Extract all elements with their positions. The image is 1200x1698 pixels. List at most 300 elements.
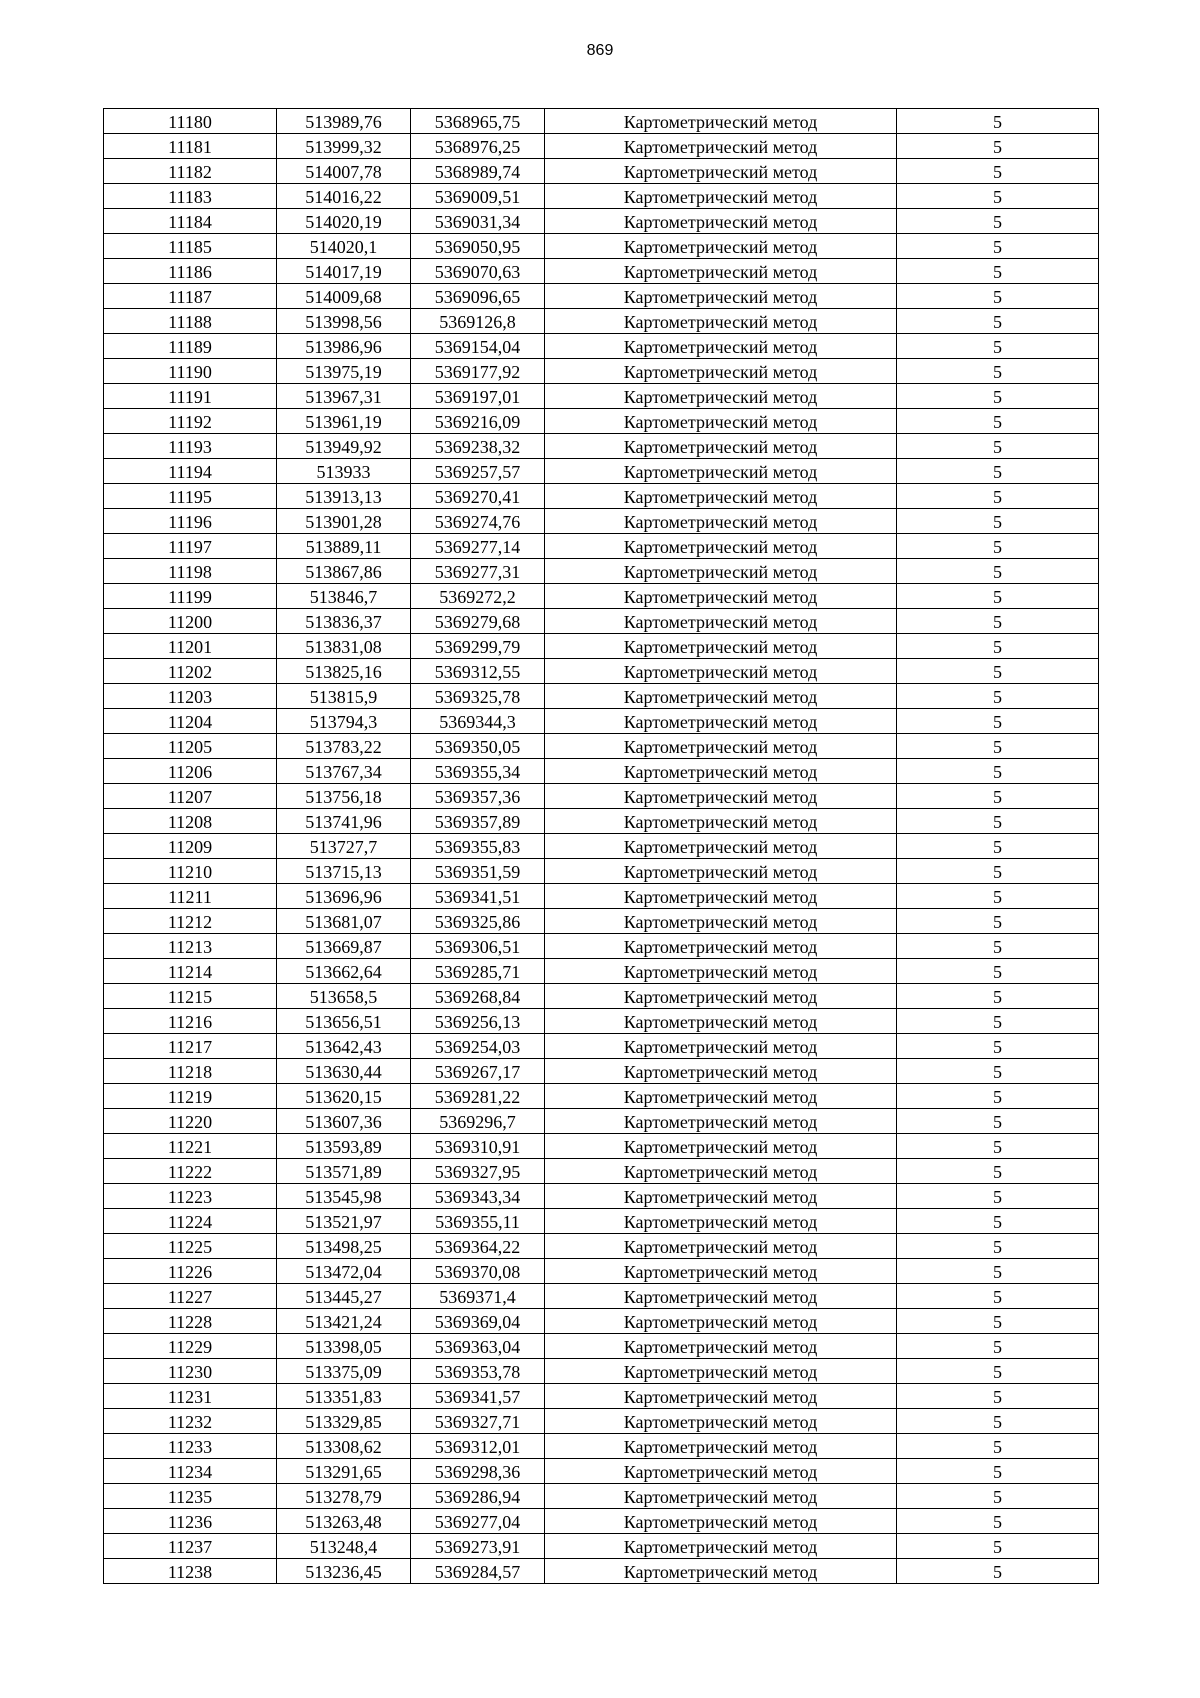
point-number-cell: 11194 <box>104 459 277 484</box>
table-row <box>104 959 1099 984</box>
y-coordinate-cell: 5369197,01 <box>411 384 545 409</box>
y-coordinate-cell: 5369273,91 <box>411 1534 545 1559</box>
method-cell: Картометрический метод <box>545 609 897 634</box>
method-cell: Картометрический метод <box>545 1259 897 1284</box>
x-coordinate-cell: 513836,37 <box>277 609 411 634</box>
accuracy-cell: 5 <box>897 959 1099 984</box>
point-number-cell: 11215 <box>104 984 277 1009</box>
table-row <box>104 534 1099 559</box>
table-row <box>104 1259 1099 1284</box>
table-row <box>104 459 1099 484</box>
point-number-cell: 11204 <box>104 709 277 734</box>
accuracy-cell: 5 <box>897 259 1099 284</box>
x-coordinate-cell: 513794,3 <box>277 709 411 734</box>
point-number-cell: 11207 <box>104 784 277 809</box>
method-cell: Картометрический метод <box>545 209 897 234</box>
accuracy-cell: 5 <box>897 1359 1099 1384</box>
x-coordinate-cell: 513398,05 <box>277 1334 411 1359</box>
table-row <box>104 634 1099 659</box>
point-number-cell: 11180 <box>104 109 277 134</box>
x-coordinate-cell: 513263,48 <box>277 1509 411 1534</box>
y-coordinate-cell: 5369350,05 <box>411 734 545 759</box>
table-row <box>104 559 1099 584</box>
point-number-cell: 11189 <box>104 334 277 359</box>
x-coordinate-cell: 513949,92 <box>277 434 411 459</box>
method-cell: Картометрический метод <box>545 1234 897 1259</box>
accuracy-cell: 5 <box>897 309 1099 334</box>
method-cell: Картометрический метод <box>545 1159 897 1184</box>
accuracy-cell: 5 <box>897 459 1099 484</box>
accuracy-cell: 5 <box>897 509 1099 534</box>
method-cell: Картометрический метод <box>545 259 897 284</box>
y-coordinate-cell: 5369325,78 <box>411 684 545 709</box>
accuracy-cell: 5 <box>897 1309 1099 1334</box>
y-coordinate-cell: 5369299,79 <box>411 634 545 659</box>
table-row <box>104 834 1099 859</box>
accuracy-cell: 5 <box>897 484 1099 509</box>
accuracy-cell: 5 <box>897 834 1099 859</box>
method-cell: Картометрический метод <box>545 484 897 509</box>
y-coordinate-cell: 5369009,51 <box>411 184 545 209</box>
table-row <box>104 1209 1099 1234</box>
accuracy-cell: 5 <box>897 1009 1099 1034</box>
x-coordinate-cell: 513351,83 <box>277 1384 411 1409</box>
y-coordinate-cell: 5369355,11 <box>411 1209 545 1234</box>
point-number-cell: 11210 <box>104 859 277 884</box>
table-row <box>104 409 1099 434</box>
table-row <box>104 1409 1099 1434</box>
accuracy-cell: 5 <box>897 884 1099 909</box>
method-cell: Картометрический метод <box>545 859 897 884</box>
accuracy-cell: 5 <box>897 609 1099 634</box>
table-row <box>104 1234 1099 1259</box>
y-coordinate-cell: 5369281,22 <box>411 1084 545 1109</box>
x-coordinate-cell: 514007,78 <box>277 159 411 184</box>
accuracy-cell: 5 <box>897 109 1099 134</box>
x-coordinate-cell: 513662,64 <box>277 959 411 984</box>
y-coordinate-cell: 5369070,63 <box>411 259 545 284</box>
accuracy-cell: 5 <box>897 534 1099 559</box>
point-number-cell: 11200 <box>104 609 277 634</box>
y-coordinate-cell: 5369355,34 <box>411 759 545 784</box>
accuracy-cell: 5 <box>897 984 1099 1009</box>
table-row <box>104 1359 1099 1384</box>
point-number-cell: 11202 <box>104 659 277 684</box>
y-coordinate-cell: 5369031,34 <box>411 209 545 234</box>
accuracy-cell: 5 <box>897 134 1099 159</box>
y-coordinate-cell: 5369254,03 <box>411 1034 545 1059</box>
method-cell: Картометрический метод <box>545 109 897 134</box>
point-number-cell: 11190 <box>104 359 277 384</box>
y-coordinate-cell: 5369285,71 <box>411 959 545 984</box>
x-coordinate-cell: 513998,56 <box>277 309 411 334</box>
point-number-cell: 11187 <box>104 284 277 309</box>
point-number-cell: 11219 <box>104 1084 277 1109</box>
accuracy-cell: 5 <box>897 1559 1099 1584</box>
x-coordinate-cell: 514016,22 <box>277 184 411 209</box>
table-row <box>104 359 1099 384</box>
method-cell: Картометрический метод <box>545 1434 897 1459</box>
accuracy-cell: 5 <box>897 1059 1099 1084</box>
y-coordinate-cell: 5369312,55 <box>411 659 545 684</box>
x-coordinate-cell: 513783,22 <box>277 734 411 759</box>
table-row <box>104 484 1099 509</box>
accuracy-cell: 5 <box>897 1409 1099 1434</box>
table-row <box>104 1559 1099 1584</box>
y-coordinate-cell: 5369284,57 <box>411 1559 545 1584</box>
method-cell: Картометрический метод <box>545 459 897 484</box>
method-cell: Картометрический метод <box>545 809 897 834</box>
y-coordinate-cell: 5369277,31 <box>411 559 545 584</box>
x-coordinate-cell: 513620,15 <box>277 1084 411 1109</box>
method-cell: Картометрический метод <box>545 1284 897 1309</box>
point-number-cell: 11184 <box>104 209 277 234</box>
table-row <box>104 234 1099 259</box>
method-cell: Картометрический метод <box>545 134 897 159</box>
y-coordinate-cell: 5369312,01 <box>411 1434 545 1459</box>
table-row <box>104 309 1099 334</box>
accuracy-cell: 5 <box>897 1109 1099 1134</box>
x-coordinate-cell: 513329,85 <box>277 1409 411 1434</box>
point-number-cell: 11232 <box>104 1409 277 1434</box>
table-row <box>104 134 1099 159</box>
table-row <box>104 884 1099 909</box>
accuracy-cell: 5 <box>897 1284 1099 1309</box>
table-row <box>104 584 1099 609</box>
method-cell: Картометрический метод <box>545 1184 897 1209</box>
y-coordinate-cell: 5369272,2 <box>411 584 545 609</box>
accuracy-cell: 5 <box>897 409 1099 434</box>
table-row <box>104 984 1099 1009</box>
point-number-cell: 11213 <box>104 934 277 959</box>
accuracy-cell: 5 <box>897 384 1099 409</box>
x-coordinate-cell: 513545,98 <box>277 1184 411 1209</box>
point-number-cell: 11182 <box>104 159 277 184</box>
method-cell: Картометрический метод <box>545 409 897 434</box>
table-row <box>104 1459 1099 1484</box>
method-cell: Картометрический метод <box>545 684 897 709</box>
x-coordinate-cell: 513236,45 <box>277 1559 411 1584</box>
y-coordinate-cell: 5369353,78 <box>411 1359 545 1384</box>
accuracy-cell: 5 <box>897 684 1099 709</box>
point-number-cell: 11199 <box>104 584 277 609</box>
method-cell: Картометрический метод <box>545 159 897 184</box>
method-cell: Картометрический метод <box>545 1034 897 1059</box>
point-number-cell: 11216 <box>104 1009 277 1034</box>
x-coordinate-cell: 513571,89 <box>277 1159 411 1184</box>
accuracy-cell: 5 <box>897 1184 1099 1209</box>
y-coordinate-cell: 5369344,3 <box>411 709 545 734</box>
point-number-cell: 11191 <box>104 384 277 409</box>
accuracy-cell: 5 <box>897 1084 1099 1109</box>
accuracy-cell: 5 <box>897 1434 1099 1459</box>
point-number-cell: 11201 <box>104 634 277 659</box>
x-coordinate-cell: 513669,87 <box>277 934 411 959</box>
table-row <box>104 1134 1099 1159</box>
y-coordinate-cell: 5369370,08 <box>411 1259 545 1284</box>
table-row <box>104 1084 1099 1109</box>
x-coordinate-cell: 513248,4 <box>277 1534 411 1559</box>
point-number-cell: 11195 <box>104 484 277 509</box>
x-coordinate-cell: 513756,18 <box>277 784 411 809</box>
x-coordinate-cell: 513607,36 <box>277 1109 411 1134</box>
x-coordinate-cell: 513498,25 <box>277 1234 411 1259</box>
method-cell: Картометрический метод <box>545 509 897 534</box>
y-coordinate-cell: 5369096,65 <box>411 284 545 309</box>
table-row <box>104 934 1099 959</box>
x-coordinate-cell: 513445,27 <box>277 1284 411 1309</box>
table-row <box>104 1509 1099 1534</box>
point-number-cell: 11193 <box>104 434 277 459</box>
y-coordinate-cell: 5369154,04 <box>411 334 545 359</box>
method-cell: Картометрический метод <box>545 734 897 759</box>
point-number-cell: 11198 <box>104 559 277 584</box>
point-number-cell: 11197 <box>104 534 277 559</box>
method-cell: Картометрический метод <box>545 1384 897 1409</box>
y-coordinate-cell: 5369238,32 <box>411 434 545 459</box>
point-number-cell: 11231 <box>104 1384 277 1409</box>
table-row <box>104 709 1099 734</box>
accuracy-cell: 5 <box>897 359 1099 384</box>
method-cell: Картометрический метод <box>545 234 897 259</box>
x-coordinate-cell: 513933 <box>277 459 411 484</box>
y-coordinate-cell: 5369364,22 <box>411 1234 545 1259</box>
accuracy-cell: 5 <box>897 659 1099 684</box>
table-row <box>104 1534 1099 1559</box>
table-row <box>104 784 1099 809</box>
x-coordinate-cell: 513681,07 <box>277 909 411 934</box>
point-number-cell: 11230 <box>104 1359 277 1384</box>
accuracy-cell: 5 <box>897 1159 1099 1184</box>
method-cell: Картометрический метод <box>545 1334 897 1359</box>
accuracy-cell: 5 <box>897 1484 1099 1509</box>
table-row <box>104 1009 1099 1034</box>
accuracy-cell: 5 <box>897 434 1099 459</box>
point-number-cell: 11185 <box>104 234 277 259</box>
point-number-cell: 11237 <box>104 1534 277 1559</box>
method-cell: Картометрический метод <box>545 1534 897 1559</box>
method-cell: Картометрический метод <box>545 534 897 559</box>
table-row <box>104 334 1099 359</box>
y-coordinate-cell: 5369306,51 <box>411 934 545 959</box>
accuracy-cell: 5 <box>897 1334 1099 1359</box>
method-cell: Картометрический метод <box>545 709 897 734</box>
y-coordinate-cell: 5369267,17 <box>411 1059 545 1084</box>
method-cell: Картометрический метод <box>545 384 897 409</box>
accuracy-cell: 5 <box>897 1459 1099 1484</box>
x-coordinate-cell: 513825,16 <box>277 659 411 684</box>
table-row <box>104 1384 1099 1409</box>
table-row <box>104 809 1099 834</box>
y-coordinate-cell: 5369369,04 <box>411 1309 545 1334</box>
x-coordinate-cell: 513291,65 <box>277 1459 411 1484</box>
point-number-cell: 11225 <box>104 1234 277 1259</box>
point-number-cell: 11208 <box>104 809 277 834</box>
y-coordinate-cell: 5369277,04 <box>411 1509 545 1534</box>
x-coordinate-cell: 513815,9 <box>277 684 411 709</box>
accuracy-cell: 5 <box>897 284 1099 309</box>
point-number-cell: 11183 <box>104 184 277 209</box>
accuracy-cell: 5 <box>897 1209 1099 1234</box>
table-row <box>104 1309 1099 1334</box>
x-coordinate-cell: 513375,09 <box>277 1359 411 1384</box>
method-cell: Картометрический метод <box>545 659 897 684</box>
table-row <box>104 684 1099 709</box>
x-coordinate-cell: 514020,1 <box>277 234 411 259</box>
accuracy-cell: 5 <box>897 209 1099 234</box>
x-coordinate-cell: 513767,34 <box>277 759 411 784</box>
accuracy-cell: 5 <box>897 1509 1099 1534</box>
accuracy-cell: 5 <box>897 709 1099 734</box>
accuracy-cell: 5 <box>897 234 1099 259</box>
table-row <box>104 1434 1099 1459</box>
method-cell: Картометрический метод <box>545 634 897 659</box>
y-coordinate-cell: 5369357,36 <box>411 784 545 809</box>
point-number-cell: 11217 <box>104 1034 277 1059</box>
table-row <box>104 1159 1099 1184</box>
y-coordinate-cell: 5369274,76 <box>411 509 545 534</box>
accuracy-cell: 5 <box>897 759 1099 784</box>
point-number-cell: 11181 <box>104 134 277 159</box>
x-coordinate-cell: 513999,32 <box>277 134 411 159</box>
point-number-cell: 11227 <box>104 1284 277 1309</box>
y-coordinate-cell: 5369279,68 <box>411 609 545 634</box>
y-coordinate-cell: 5369277,14 <box>411 534 545 559</box>
method-cell: Картометрический метод <box>545 959 897 984</box>
method-cell: Картометрический метод <box>545 1134 897 1159</box>
point-number-cell: 11226 <box>104 1259 277 1284</box>
method-cell: Картометрический метод <box>545 559 897 584</box>
point-number-cell: 11220 <box>104 1109 277 1134</box>
method-cell: Картометрический метод <box>545 1409 897 1434</box>
y-coordinate-cell: 5369257,57 <box>411 459 545 484</box>
y-coordinate-cell: 5369327,71 <box>411 1409 545 1434</box>
x-coordinate-cell: 513967,31 <box>277 384 411 409</box>
point-number-cell: 11212 <box>104 909 277 934</box>
table-row <box>104 1334 1099 1359</box>
method-cell: Картометрический метод <box>545 284 897 309</box>
table-row <box>104 1184 1099 1209</box>
point-number-cell: 11221 <box>104 1134 277 1159</box>
accuracy-cell: 5 <box>897 784 1099 809</box>
x-coordinate-cell: 513656,51 <box>277 1009 411 1034</box>
point-number-cell: 11233 <box>104 1434 277 1459</box>
x-coordinate-cell: 513961,19 <box>277 409 411 434</box>
x-coordinate-cell: 513975,19 <box>277 359 411 384</box>
accuracy-cell: 5 <box>897 734 1099 759</box>
table-row <box>104 734 1099 759</box>
point-number-cell: 11209 <box>104 834 277 859</box>
y-coordinate-cell: 5369355,83 <box>411 834 545 859</box>
table-row <box>104 434 1099 459</box>
y-coordinate-cell: 5369371,4 <box>411 1284 545 1309</box>
x-coordinate-cell: 514017,19 <box>277 259 411 284</box>
table-row <box>104 1034 1099 1059</box>
x-coordinate-cell: 513421,24 <box>277 1309 411 1334</box>
accuracy-cell: 5 <box>897 184 1099 209</box>
point-number-cell: 11234 <box>104 1459 277 1484</box>
y-coordinate-cell: 5369341,51 <box>411 884 545 909</box>
x-coordinate-cell: 513741,96 <box>277 809 411 834</box>
point-number-cell: 11203 <box>104 684 277 709</box>
point-number-cell: 11188 <box>104 309 277 334</box>
x-coordinate-cell: 513715,13 <box>277 859 411 884</box>
accuracy-cell: 5 <box>897 1384 1099 1409</box>
y-coordinate-cell: 5369296,7 <box>411 1109 545 1134</box>
accuracy-cell: 5 <box>897 1034 1099 1059</box>
accuracy-cell: 5 <box>897 1259 1099 1284</box>
table-row <box>104 659 1099 684</box>
x-coordinate-cell: 513308,62 <box>277 1434 411 1459</box>
table-row <box>104 259 1099 284</box>
y-coordinate-cell: 5369298,36 <box>411 1459 545 1484</box>
method-cell: Картометрический метод <box>545 359 897 384</box>
x-coordinate-cell: 513630,44 <box>277 1059 411 1084</box>
table-row <box>104 759 1099 784</box>
table-row <box>104 909 1099 934</box>
y-coordinate-cell: 5369216,09 <box>411 409 545 434</box>
method-cell: Картометрический метод <box>545 1459 897 1484</box>
x-coordinate-cell: 513831,08 <box>277 634 411 659</box>
point-number-cell: 11228 <box>104 1309 277 1334</box>
method-cell: Картометрический метод <box>545 1559 897 1584</box>
y-coordinate-cell: 5369325,86 <box>411 909 545 934</box>
point-number-cell: 11238 <box>104 1559 277 1584</box>
y-coordinate-cell: 5369327,95 <box>411 1159 545 1184</box>
accuracy-cell: 5 <box>897 1134 1099 1159</box>
coordinates-table-body <box>104 109 1099 1584</box>
x-coordinate-cell: 513889,11 <box>277 534 411 559</box>
x-coordinate-cell: 513901,28 <box>277 509 411 534</box>
y-coordinate-cell: 5368976,25 <box>411 134 545 159</box>
method-cell: Картометрический метод <box>545 1109 897 1134</box>
x-coordinate-cell: 513658,5 <box>277 984 411 1009</box>
x-coordinate-cell: 513278,79 <box>277 1484 411 1509</box>
accuracy-cell: 5 <box>897 934 1099 959</box>
y-coordinate-cell: 5369050,95 <box>411 234 545 259</box>
point-number-cell: 11236 <box>104 1509 277 1534</box>
y-coordinate-cell: 5369286,94 <box>411 1484 545 1509</box>
x-coordinate-cell: 513986,96 <box>277 334 411 359</box>
x-coordinate-cell: 513989,76 <box>277 109 411 134</box>
x-coordinate-cell: 513727,7 <box>277 834 411 859</box>
accuracy-cell: 5 <box>897 159 1099 184</box>
x-coordinate-cell: 513642,43 <box>277 1034 411 1059</box>
page-number: 869 <box>586 42 614 59</box>
y-coordinate-cell: 5369126,8 <box>411 309 545 334</box>
y-coordinate-cell: 5369351,59 <box>411 859 545 884</box>
point-number-cell: 11211 <box>104 884 277 909</box>
table-row <box>104 384 1099 409</box>
accuracy-cell: 5 <box>897 1234 1099 1259</box>
table-row <box>104 1109 1099 1134</box>
method-cell: Картометрический метод <box>545 309 897 334</box>
point-number-cell: 11222 <box>104 1159 277 1184</box>
table-row <box>104 184 1099 209</box>
x-coordinate-cell: 513867,86 <box>277 559 411 584</box>
y-coordinate-cell: 5369310,91 <box>411 1134 545 1159</box>
method-cell: Картометрический метод <box>545 934 897 959</box>
table-row <box>104 209 1099 234</box>
table-row <box>104 1284 1099 1309</box>
x-coordinate-cell: 514020,19 <box>277 209 411 234</box>
method-cell: Картометрический метод <box>545 184 897 209</box>
method-cell: Картометрический метод <box>545 759 897 784</box>
method-cell: Картометрический метод <box>545 834 897 859</box>
point-number-cell: 11196 <box>104 509 277 534</box>
point-number-cell: 11192 <box>104 409 277 434</box>
x-coordinate-cell: 513696,96 <box>277 884 411 909</box>
